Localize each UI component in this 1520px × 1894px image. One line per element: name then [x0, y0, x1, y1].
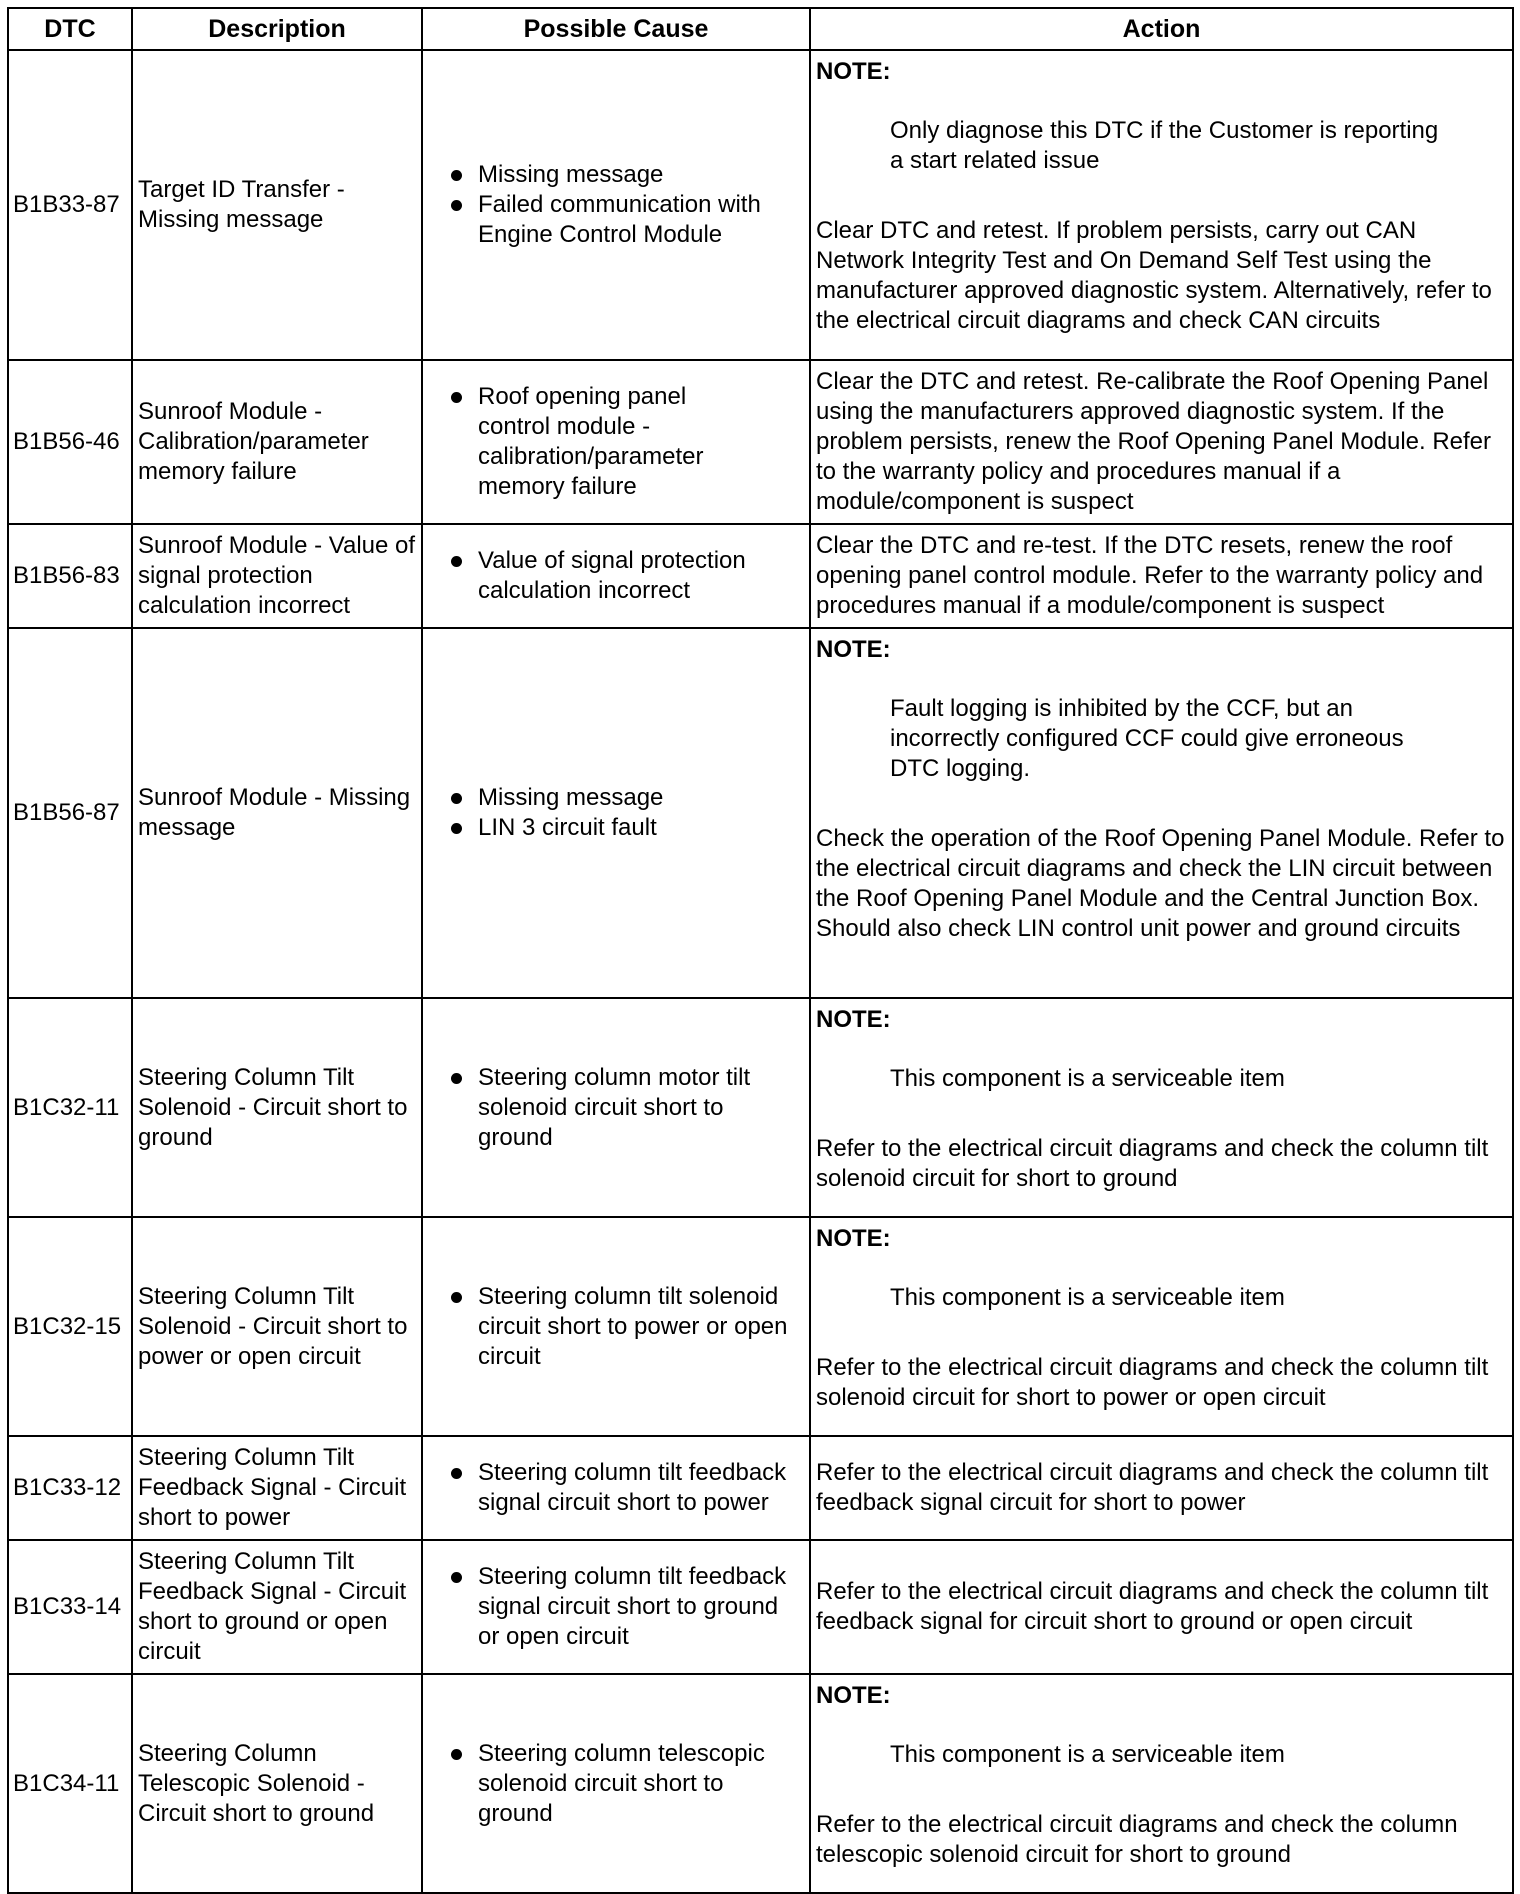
possible-cause-cell [422, 360, 810, 524]
cause-list [428, 1458, 804, 1518]
dtc-code: B1C32-11 [8, 998, 132, 1217]
dtc-code: B1B56-83 [8, 524, 132, 628]
possible-cause-cell [422, 1436, 810, 1540]
action-text: Refer to the electrical circuit diagrams and check the column telescopic solenoid circuit for short to ground [816, 1811, 1458, 1868]
action-text: Refer to the electrical circuit diagrams and check the column tilt feedback signal for circuit short to ground or open circuit [816, 1578, 1489, 1635]
possible-cause-cell [422, 1674, 810, 1893]
table-row [8, 50, 1513, 360]
cause-item: Missing message [478, 783, 804, 813]
dtc-description: Target ID Transfer - Missing message [132, 50, 422, 360]
possible-cause-cell [422, 998, 810, 1217]
table-row [8, 1217, 1513, 1436]
cause-list [428, 1282, 804, 1372]
cause-list [428, 546, 804, 606]
action-text: Refer to the electrical circuit diagrams and check the column tilt solenoid circuit for short to ground [816, 1135, 1489, 1192]
action-cell [810, 1217, 1513, 1436]
table-row [8, 360, 1513, 524]
dtc-code: B1C34-11 [8, 1674, 132, 1893]
dtc-table [7, 7, 1514, 1894]
table-row [8, 1674, 1513, 1893]
header-possible-cause: Possible Cause [422, 8, 810, 50]
dtc-description: Steering Column Tilt Solenoid - Circuit short to ground [132, 998, 422, 1217]
dtc-description: Steering Column Tilt Solenoid - Circuit short to power or open circuit [132, 1217, 422, 1436]
table-row [8, 628, 1513, 998]
note-label: NOTE: [816, 1682, 891, 1709]
cause-list [428, 783, 804, 843]
action-cell [810, 628, 1513, 998]
action-text: Clear the DTC and retest. Re-calibrate the Roof Opening Panel using the manufacturers approved diagnostic system. If the problem persists, renew the Roof Opening Panel Module. Refer to the warranty policy and procedures manual if a module/component is suspect [816, 368, 1492, 515]
action-cell [810, 1540, 1513, 1674]
table-row [8, 998, 1513, 1217]
dtc-code: B1B33-87 [8, 50, 132, 360]
cause-item: Steering column tilt feedback signal circuit short to ground or open circuit [478, 1562, 804, 1652]
note-text: Fault logging is inhibited by the CCF, but an incorrectly configured CCF could give erroneous DTC logging. [890, 695, 1404, 782]
dtc-description: Sunroof Module - Calibration/parameter memory failure [132, 360, 422, 524]
table-row [8, 1436, 1513, 1540]
dtc-description: Sunroof Module - Value of signal protection calculation incorrect [132, 524, 422, 628]
dtc-description: Steering Column Tilt Feedback Signal - Circuit short to ground or open circuit [132, 1540, 422, 1674]
table-row [8, 524, 1513, 628]
cause-item: Missing message [478, 160, 804, 190]
dtc-code: B1C33-12 [8, 1436, 132, 1540]
action-text: Refer to the electrical circuit diagrams and check the column tilt solenoid circuit for short to power or open circuit [816, 1354, 1489, 1411]
cause-list [428, 1739, 804, 1829]
action-cell [810, 524, 1513, 628]
cause-item: Value of signal protection calculation incorrect [478, 546, 804, 606]
note-label: NOTE: [816, 636, 891, 663]
header-description: Description [132, 8, 422, 50]
dtc-code: B1B56-87 [8, 628, 132, 998]
action-cell [810, 50, 1513, 360]
header-action: Action [810, 8, 1513, 50]
dtc-code: B1B56-46 [8, 360, 132, 524]
action-text: Refer to the electrical circuit diagrams and check the column tilt feedback signal circuit for short to power [816, 1459, 1489, 1516]
dtc-description: Steering Column Tilt Feedback Signal - Circuit short to power [132, 1436, 422, 1540]
possible-cause-cell [422, 1217, 810, 1436]
cause-item: Steering column telescopic solenoid circuit short to ground [478, 1739, 804, 1829]
cause-list [428, 382, 804, 502]
table-header-row [8, 8, 1513, 50]
dtc-code: B1C32-15 [8, 1217, 132, 1436]
possible-cause-cell [422, 524, 810, 628]
cause-list [428, 160, 804, 250]
cause-list [428, 1562, 804, 1652]
possible-cause-cell [422, 628, 810, 998]
action-text: Clear the DTC and re-test. If the DTC resets, renew the roof opening panel control module. Refer to the warranty policy and procedures manual if a module/component is suspect [816, 532, 1484, 619]
dtc-code: B1C33-14 [8, 1540, 132, 1674]
cause-item: Steering column tilt feedback signal circuit short to power [478, 1458, 804, 1518]
action-cell [810, 998, 1513, 1217]
note-label: NOTE: [816, 58, 891, 85]
cause-list [428, 1063, 804, 1153]
cause-item: Steering column motor tilt solenoid circuit short to ground [478, 1063, 804, 1153]
dtc-description: Steering Column Telescopic Solenoid - Circuit short to ground [132, 1674, 422, 1893]
note-label: NOTE: [816, 1225, 891, 1252]
possible-cause-cell [422, 50, 810, 360]
header-dtc: DTC [8, 8, 132, 50]
dtc-description: Sunroof Module - Missing message [132, 628, 422, 998]
cause-item: Failed communication with Engine Control Module [478, 190, 804, 250]
note-text: This component is a serviceable item [890, 1741, 1285, 1768]
action-text: Clear DTC and retest. If problem persists, carry out CAN Network Integrity Test and On Demand Self Test using the manufacturer approved diagnostic system. Alternatively, refer to the electrical circuit diagrams and check CAN circuits [816, 217, 1492, 334]
action-cell [810, 1436, 1513, 1540]
cause-item: Steering column tilt solenoid circuit short to power or open circuit [478, 1282, 804, 1372]
possible-cause-cell [422, 1540, 810, 1674]
note-label: NOTE: [816, 1006, 891, 1033]
action-cell [810, 360, 1513, 524]
cause-item: Roof opening panel control module - calibration/parameter memory failure [478, 382, 744, 502]
cause-item: LIN 3 circuit fault [478, 813, 804, 843]
note-text: This component is a serviceable item [890, 1284, 1285, 1311]
table-row [8, 1540, 1513, 1674]
action-cell [810, 1674, 1513, 1893]
note-text: Only diagnose this DTC if the Customer is reporting a start related issue [890, 117, 1439, 174]
note-text: This component is a serviceable item [890, 1065, 1285, 1092]
action-text: Check the operation of the Roof Opening Panel Module. Refer to the electrical circuit diagrams and check the LIN circuit between the Roof Opening Panel Module and the Central Junction Box. Should also check LIN control unit power and ground circuits [816, 825, 1505, 942]
